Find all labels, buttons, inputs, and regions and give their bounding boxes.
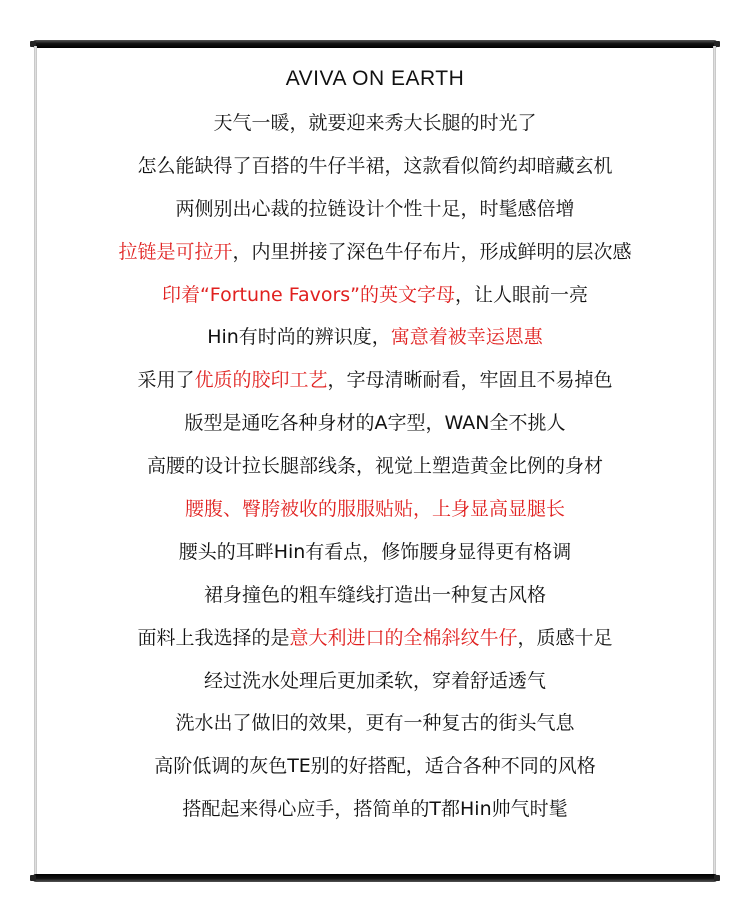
body-text: 高腰的设计拉长腿部线条，视觉上塑造黄金比例的身材 bbox=[146, 455, 603, 478]
body-text: 经过洗水处理后更加柔软，穿着舒适透气 bbox=[203, 669, 546, 692]
bottom-scroll-rod bbox=[32, 874, 718, 882]
highlighted-text: 印着“Fortune Favors”的英文字母 bbox=[161, 283, 456, 306]
body-text: 高阶低调的灰色TE别的好搭配，适合各种不同的风格 bbox=[154, 755, 596, 778]
description-line bbox=[34, 274, 716, 317]
description-line bbox=[34, 702, 716, 745]
scroll-frame bbox=[34, 40, 716, 882]
description-line bbox=[34, 231, 716, 274]
body-text: 两侧别出心裁的拉链设计个性十足，时髦感倍增 bbox=[175, 197, 575, 220]
description-line bbox=[34, 574, 716, 617]
highlighted-text: 腰腹、臀胯被收的服服贴贴，上身显高显腿长 bbox=[184, 498, 565, 521]
description-line bbox=[34, 617, 716, 660]
description-line bbox=[34, 745, 716, 788]
rod-end-cap bbox=[714, 875, 720, 881]
body-text: ，让人眼前一亮 bbox=[455, 283, 589, 306]
body-text: 怎么能缺得了百搭的牛仔半裙，这款看似简约却暗藏玄机 bbox=[137, 154, 613, 177]
description-line bbox=[34, 359, 716, 402]
rod-end-cap bbox=[30, 875, 36, 881]
body-text: 裙身撞色的粗车缝线打造出一种复古风格 bbox=[203, 583, 546, 606]
description-line bbox=[34, 788, 716, 831]
highlighted-text: 优质的胶印工艺 bbox=[194, 369, 328, 392]
body-text: 天气一暖，就要迎来秀大长腿的时光了 bbox=[213, 112, 537, 134]
body-text: 腰头的耳畔Hin有看点，修饰腰身显得更有格调 bbox=[178, 540, 572, 563]
highlighted-text: 拉链是可拉开 bbox=[118, 240, 233, 263]
body-text: 版型是通吃各种身材的A字型，WAN全不挑人 bbox=[184, 412, 566, 435]
body-text: Hin有时尚的辨识度， bbox=[207, 326, 391, 349]
description-line bbox=[34, 188, 716, 231]
description-line bbox=[34, 316, 716, 359]
highlighted-text: 寓意着被幸运恩惠 bbox=[390, 326, 543, 349]
description-line bbox=[34, 145, 716, 188]
description-line bbox=[34, 102, 716, 145]
body-text: ，质感十足 bbox=[517, 626, 613, 649]
page-title: AVIVA ON EARTH bbox=[285, 67, 465, 90]
description-line bbox=[34, 660, 716, 703]
highlighted-text: 意大利进口的全棉斜纹牛仔 bbox=[289, 626, 518, 649]
description-lines bbox=[34, 102, 716, 831]
description-content bbox=[34, 62, 716, 831]
top-scroll-rod bbox=[32, 40, 718, 48]
body-text: 搭配起来得心应手，搭简单的T都Hin帅气时髦 bbox=[182, 798, 568, 821]
body-text: 洗水出了做旧的效果，更有一种复古的街头气息 bbox=[175, 712, 575, 735]
body-text: 采用了 bbox=[137, 369, 195, 392]
description-line bbox=[34, 445, 716, 488]
description-line bbox=[34, 402, 716, 445]
description-line bbox=[34, 531, 716, 574]
body-text: 面料上我选择的是 bbox=[137, 626, 290, 649]
body-text: ，字母清晰耐看，牢固且不易掉色 bbox=[327, 369, 613, 392]
description-line bbox=[34, 488, 716, 531]
body-text: ，内里拼接了深色牛仔布片，形成鲜明的层次感 bbox=[232, 240, 632, 263]
